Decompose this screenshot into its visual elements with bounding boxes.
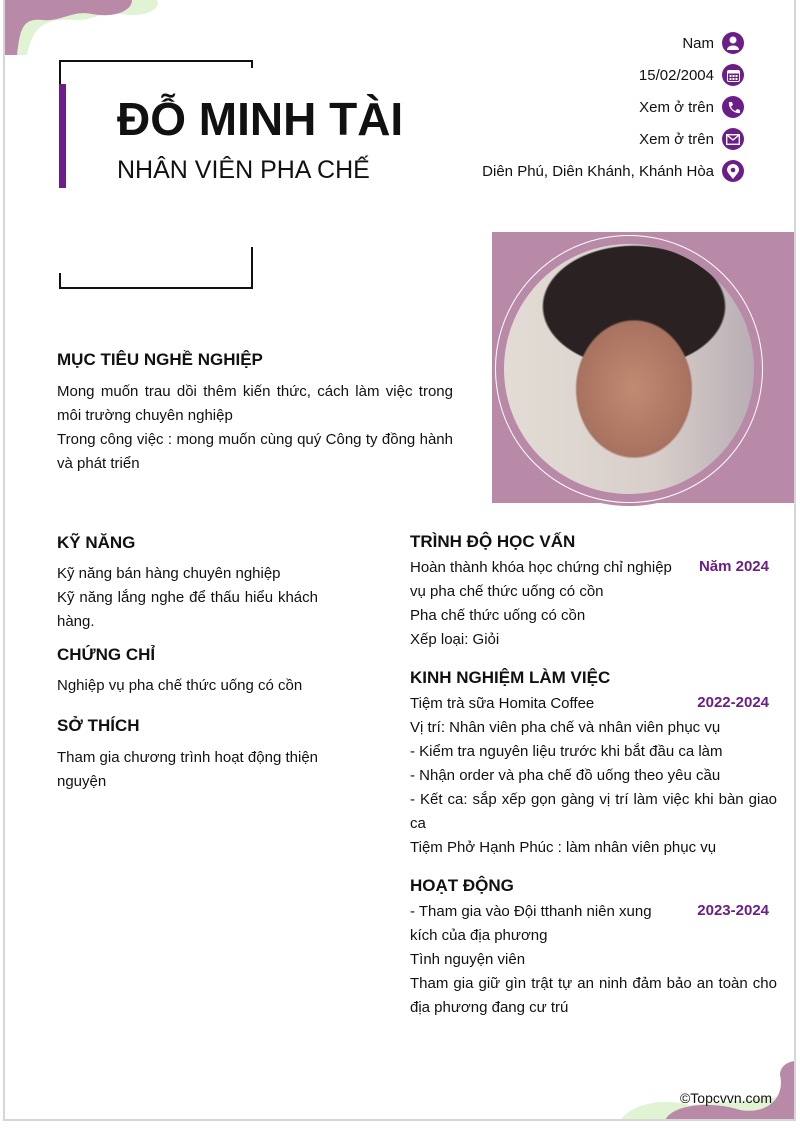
calendar-icon	[722, 64, 744, 86]
experience-year: 2022-2024	[697, 694, 769, 711]
contact-gender	[682, 32, 744, 54]
contact-text: Diên Phú, Diên Khánh, Khánh Hòa	[482, 162, 714, 180]
profile-photo	[504, 244, 754, 494]
education-title: TRÌNH ĐỘ HỌC VẤN	[410, 532, 576, 551]
objective-text	[57, 380, 453, 476]
education-item: Pha chế thức uống có cồn	[410, 607, 586, 624]
activity-item: Tham gia giữ gìn trật tự an ninh đảm bảo an toàn cho địa phương đang cư trú	[410, 975, 777, 1016]
skills-title: KỸ NĂNG	[57, 533, 136, 552]
education-text	[410, 556, 775, 652]
experience-item: Tiệm Phở Hạnh Phúc : làm nhân viên phục vụ	[410, 839, 717, 856]
decor-top-left	[3, 0, 162, 60]
contact-address	[482, 160, 744, 182]
hobby-item: Tham gia chương trình hoạt động thiện nguyện	[57, 749, 318, 790]
activity-item: - Tham gia vào Đội tthanh niên xung kích của địa phương	[410, 903, 652, 944]
certificate-item: Nghiệp vụ pha chế thức uống có cồn	[57, 677, 303, 694]
location-icon	[722, 160, 744, 182]
experience-company: Tiệm trà sữa Homita Coffee	[410, 695, 595, 712]
contact-text: 15/02/2004	[638, 66, 714, 84]
candidate-name: ĐỖ MINH TÀI	[117, 93, 404, 145]
activities-text	[410, 900, 777, 1020]
contact-text: Xem ở trên	[639, 130, 714, 148]
objective-line: Trong công việc : mong muốn cùng quý Công ty đồng hành và phát triển	[57, 431, 453, 472]
cv-page	[3, 0, 796, 1121]
photo-ring	[492, 232, 766, 506]
experience-item: - Nhận order và pha chế đồ uống theo yêu cầu	[410, 767, 721, 784]
skills-text	[57, 562, 318, 634]
person-icon	[722, 32, 744, 54]
certificates-title: CHỨNG CHỈ	[57, 645, 156, 664]
experience-title: KINH NGHIỆM LÀM VIỆC	[410, 668, 611, 687]
skill-item: Kỹ năng bán hàng chuyên nghiệp	[57, 565, 281, 582]
experience-item: - Kết ca: sắp xếp gọn gàng vị trí làm việc khi bàn giao ca	[410, 791, 777, 832]
objective-line: Mong muốn trau dồi thêm kiến thức, cách làm việc trong môi trường chuyên nghiệp	[57, 383, 453, 424]
activities-year: 2023-2024	[697, 902, 769, 919]
education-item: Xếp loại: Giỏi	[410, 631, 500, 648]
email-icon	[722, 128, 744, 150]
objective-title: MỤC TIÊU NGHỀ NGHIỆP	[57, 350, 263, 369]
contact-birthday	[639, 64, 744, 86]
activities-title: HOẠT ĐỘNG	[410, 876, 514, 895]
contact-text: Nam	[682, 34, 714, 52]
decor-bottom-right	[610, 1055, 796, 1121]
footer-copyright[interactable]: ©Topcvvn.com	[679, 1090, 772, 1106]
contact-text: Xem ở trên	[639, 98, 714, 116]
job-title: NHÂN VIÊN PHA CHẾ	[117, 156, 370, 184]
education-item: Hoàn thành khóa học chứng chỉ nghiệp vụ pha chế thức uống có cồn	[410, 559, 672, 600]
experience-item: Vị trí: Nhân viên pha chế và nhân viên phục vụ	[410, 719, 721, 736]
contact-email	[639, 128, 744, 150]
experience-text	[410, 692, 777, 860]
contact-phone	[639, 96, 744, 118]
skill-item: Kỹ năng lắng nghe để thấu hiểu khách hàng.	[57, 589, 318, 630]
education-year: Năm 2024	[698, 558, 769, 575]
phone-icon	[722, 96, 744, 118]
experience-item: - Kiểm tra nguyên liệu trước khi bắt đầu ca làm	[410, 743, 723, 760]
activity-item: Tình nguyện viên	[410, 951, 526, 968]
hobbies-title: SỞ THÍCH	[57, 716, 140, 735]
